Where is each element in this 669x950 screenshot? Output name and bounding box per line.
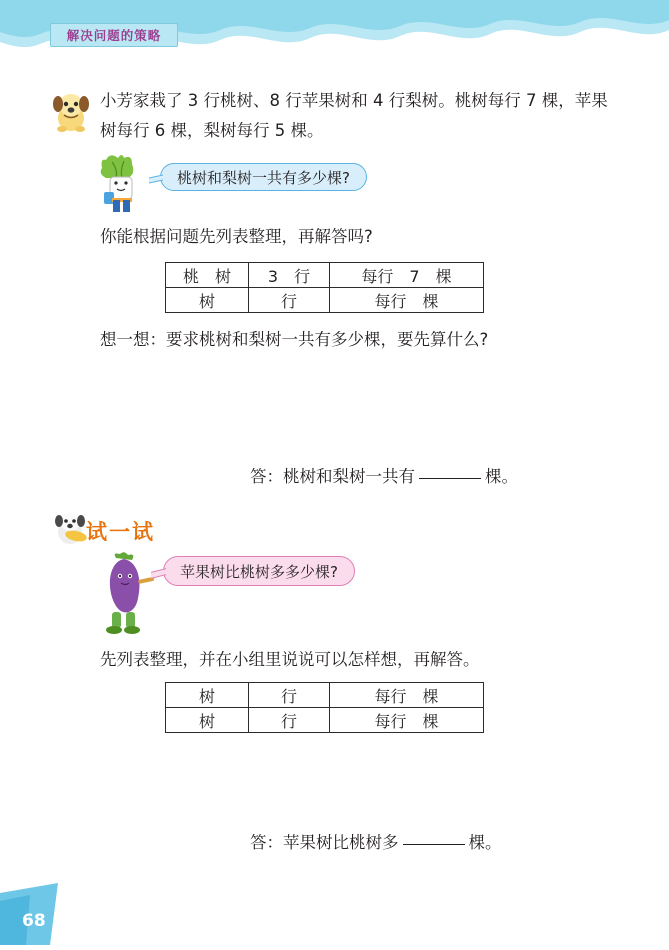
- table-cell: 每行 7 棵: [330, 263, 484, 288]
- cabbage-character-icon: [98, 152, 156, 214]
- tryit-heading: 试一试: [86, 520, 155, 544]
- answer-line-two: [250, 828, 502, 858]
- answer-prefix: 答：桃树和梨树一共有: [250, 467, 415, 486]
- answer-line-one: [250, 462, 518, 492]
- table-cell: 每行 棵: [330, 708, 484, 733]
- answer-prefix: 答：苹果树比桃树多: [250, 833, 399, 852]
- table-cell: 每行 棵: [330, 683, 484, 708]
- answer-suffix: 棵。: [485, 467, 518, 486]
- table-cell: 每行 棵: [330, 288, 484, 313]
- table-cell: 树: [166, 683, 249, 708]
- bubble-question-two: 苹果树比桃树多多少棵?: [163, 556, 355, 586]
- think-prompt: 想一想：要求桃树和梨树一共有多少棵，要先算什么?: [100, 330, 489, 349]
- table-cell: 树: [166, 708, 249, 733]
- table-row: [166, 708, 484, 733]
- instruction-one: 你能根据问题先列表整理，再解答吗?: [100, 227, 373, 246]
- problem-statement: 小芳家栽了 3 行桃树、8 行苹果树和 4 行梨树。桃树每行 7 棵，苹果树每行 6 棵，梨树每行 5 棵。: [100, 91, 608, 140]
- answer-blank[interactable]: [403, 830, 465, 845]
- chapter-tag: [50, 23, 178, 47]
- bubble-question-one: 桃树和梨树一共有多少棵?: [160, 163, 367, 191]
- table-cell: 行: [249, 708, 330, 733]
- table-row: [166, 288, 484, 313]
- table-row: [166, 263, 484, 288]
- answer-blank[interactable]: [419, 464, 481, 479]
- page-number: 68: [22, 911, 46, 931]
- table-cell: 行: [249, 288, 330, 313]
- table-two: [165, 682, 484, 733]
- table-cell: 行: [249, 683, 330, 708]
- table-row: [166, 683, 484, 708]
- table-cell: 3 行: [249, 263, 330, 288]
- answer-suffix: 棵。: [468, 833, 502, 852]
- eggplant-character-icon: [96, 550, 158, 642]
- chapter-tag-label: 解决问题的策略: [66, 28, 162, 43]
- dog-mascot-icon: [48, 88, 94, 134]
- dog-small-icon: [50, 508, 90, 548]
- table-cell: 树: [166, 288, 249, 313]
- instruction-two: 先列表整理，并在小组里说说可以怎样想，再解答。: [100, 650, 480, 669]
- table-one: [165, 262, 484, 313]
- table-cell: 桃 树: [166, 263, 249, 288]
